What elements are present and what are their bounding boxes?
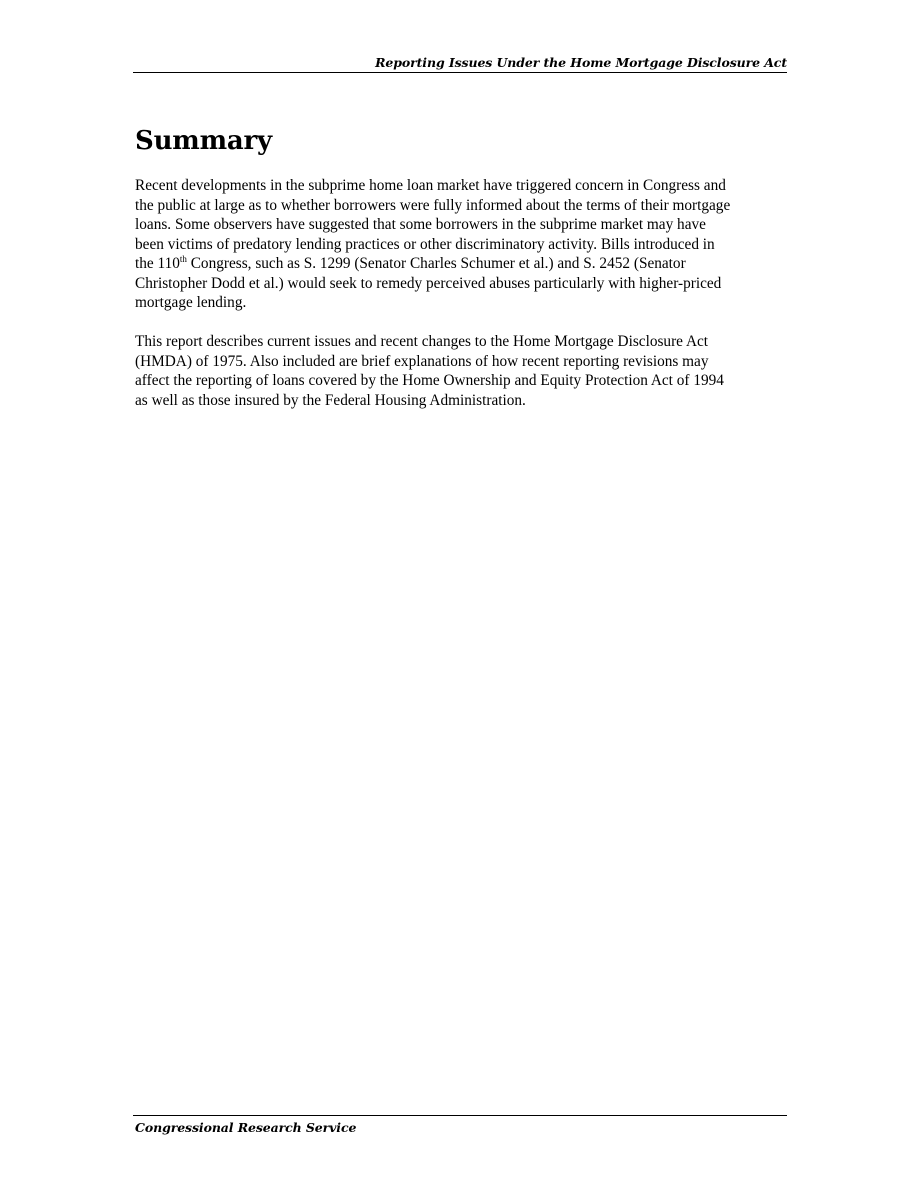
text-line: affect the reporting of loans covered by the Home Ownership and Equity Protection Act of 1994 [135, 372, 724, 389]
text-line: Christopher Dodd et al.) would seek to remedy perceived abuses particularly with higher-priced [135, 274, 722, 292]
text-line: mortgage lending. [135, 294, 247, 311]
section-title: Summary [135, 126, 272, 156]
text-line: loans. Some observers have suggested that some borrowers in the subprime market may have [135, 216, 706, 233]
text-line: as well as those insured by the Federal Housing Administration. [135, 391, 526, 409]
header-rule [133, 72, 787, 73]
summary-body [135, 176, 790, 430]
ordinal-superscript: th [179, 254, 187, 264]
text-segment: the 110 [135, 255, 180, 272]
text-segment: Congress, such as S. 1299 (Senator Charles Schumer et al.) and S. 2452 (Senator [186, 255, 686, 272]
text-line: (HMDA) of 1975. Also included are brief explanations of how recent reporting revisions may [135, 352, 709, 370]
text-line: been victims of predatory lending practices or other discriminatory activity. Bills introduced in [135, 235, 715, 253]
text-line: This report describes current issues and recent changes to the Home Mortgage Disclosure Act [135, 333, 709, 350]
running-header: Reporting Issues Under the Home Mortgage Disclosure Act [375, 55, 787, 70]
footer-rule [133, 1115, 787, 1116]
text-line-with-superscript [135, 254, 790, 274]
text-line: Recent developments in the subprime home loan market have triggered concern in Congress and [135, 177, 726, 194]
summary-paragraph-1 [135, 176, 790, 313]
footer-publisher: Congressional Research Service [135, 1120, 357, 1135]
text-line: the public at large as to whether borrowers were fully informed about the terms of their mortgage [135, 196, 731, 214]
summary-paragraph-2 [135, 332, 790, 410]
